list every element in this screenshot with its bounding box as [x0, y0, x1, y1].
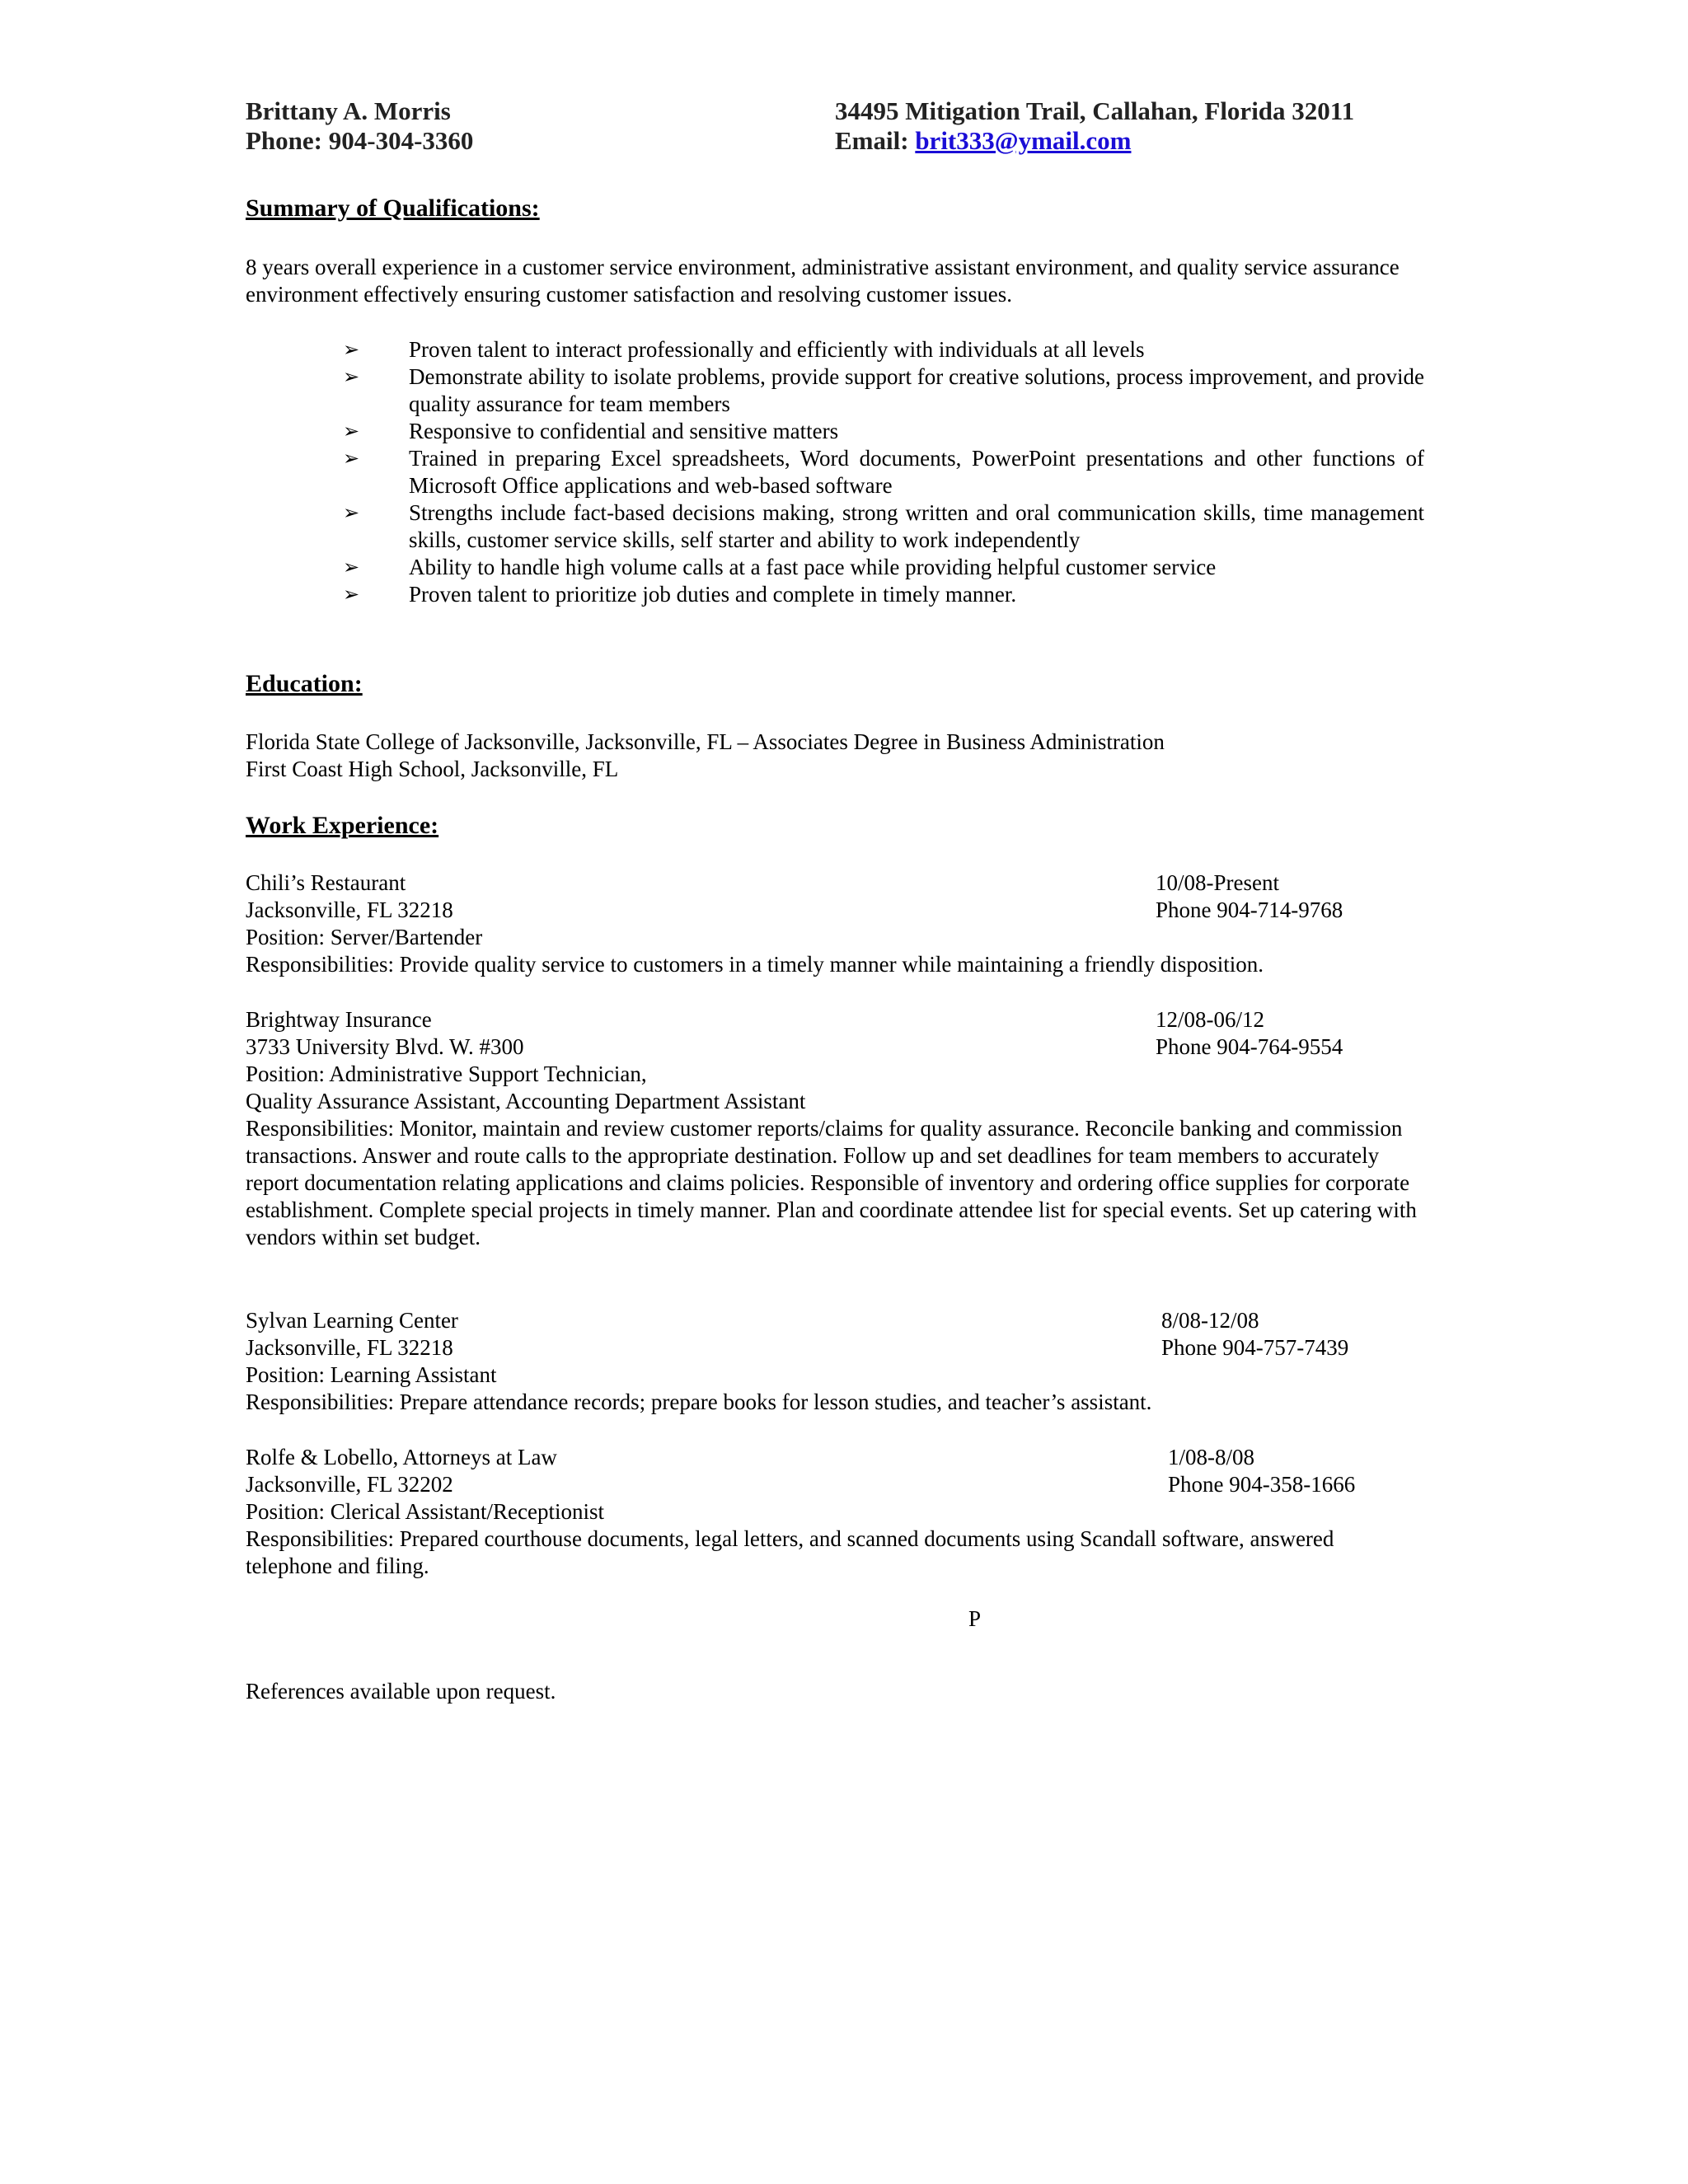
job-location: Jacksonville, FL 32202 — [246, 1472, 453, 1497]
email-label: Email: — [835, 126, 916, 155]
education-line: First Coast High School, Jacksonville, FL — [246, 757, 619, 781]
arrow-bullet-icon: ➢ — [343, 555, 360, 579]
email-line — [835, 126, 1354, 156]
job-employer: Brightway Insurance — [246, 1007, 432, 1032]
stray-character: P — [968, 1606, 982, 1631]
arrow-bullet-icon: ➢ — [343, 365, 360, 388]
summary-intro: 8 years overall experience in a customer service environment, administrative assistant environment, and quality service assurance environment effectively ensuring customer satisfaction and resolving customer issues. — [246, 255, 1400, 307]
arrow-bullet-icon: ➢ — [343, 583, 360, 606]
job-phone: Phone 904-764-9554 — [1156, 1034, 1343, 1059]
qualifications-list — [343, 336, 1424, 608]
list-item: ➢ Proven talent to interact professionally and efficiently with individuals at all levels — [343, 337, 1145, 362]
summary-heading: Summary of Qualifications: — [246, 194, 540, 222]
education-heading: Education: — [246, 670, 363, 697]
job-position: Position: Administrative Support Technician, — [246, 1062, 647, 1086]
applicant-name: Brittany A. Morris — [246, 96, 451, 125]
list-item: ➢ Responsive to confidential and sensitive matters — [343, 419, 839, 443]
job-entry-sylvan — [246, 1307, 1432, 1416]
job-responsibilities: Responsibilities: Prepared courthouse documents, legal letters, and scanned documents using Scandall software, answered telephone and filing. — [246, 1526, 1334, 1578]
education-block — [246, 729, 1424, 783]
job-dates: 10/08-Present — [1156, 870, 1279, 895]
list-item: ➢ Strengths include fact-based decisions making, strong written and oral communication skills, time management skills, customer service skills, self starter and ability to work independently — [343, 500, 1424, 552]
applicant-phone: Phone: 904-304-3360 — [246, 126, 474, 155]
job-position-continued: Quality Assurance Assistant, Accounting Department Assistant — [246, 1089, 806, 1113]
contact-right — [835, 96, 1354, 156]
list-item: ➢ Trained in preparing Excel spreadsheets, Word documents, PowerPoint presentations and other functions of Microsoft Office applications and web-based software — [343, 446, 1424, 498]
job-position: Position: Learning Assistant — [246, 1362, 497, 1387]
arrow-bullet-icon: ➢ — [343, 447, 360, 470]
email-link[interactable]: brit333@ymail.com — [915, 126, 1132, 155]
job-location: Jacksonville, FL 32218 — [246, 898, 453, 922]
arrow-bullet-icon: ➢ — [343, 501, 360, 524]
references-note: References available upon request. — [246, 1679, 556, 1704]
list-item: ➢ Proven talent to prioritize job duties and complete in timely manner. — [343, 582, 1017, 607]
work-heading: Work Experience: — [246, 812, 439, 839]
list-item: ➢ Ability to handle high volume calls at a fast pace while providing helpful customer service — [343, 555, 1217, 579]
job-dates: 1/08-8/08 — [1168, 1445, 1254, 1469]
arrow-bullet-icon: ➢ — [343, 419, 360, 443]
job-phone: Phone 904-757-7439 — [1161, 1335, 1349, 1360]
job-responsibilities: Responsibilities: Monitor, maintain and review customer reports/claims for quality assurance. Reconcile banking and commission transactions. Answer and route calls to the appropriate destination. Follow up and set deadlines for team members to accurately report documentation relating applications and claims policies. Responsible of inventory and ordering office supplies for corporate establishment. Complete special projects in timely manner. Plan and coordinate attendee list for special events. Set up catering with vendors within set budget. — [246, 1116, 1417, 1249]
job-dates: 12/08-06/12 — [1156, 1007, 1264, 1032]
job-responsibilities: Responsibilities: Prepare attendance records; prepare books for lesson studies, and teacher’s assistant. — [246, 1390, 1152, 1414]
job-responsibilities: Responsibilities: Provide quality service to customers in a timely manner while maintaining a friendly disposition. — [246, 952, 1264, 977]
job-employer: Rolfe & Lobello, Attorneys at Law — [246, 1445, 557, 1469]
education-line: Florida State College of Jacksonville, Jacksonville, FL – Associates Degree in Business Administration — [246, 729, 1165, 754]
job-employer: Chili’s Restaurant — [246, 870, 406, 895]
contact-left — [246, 96, 473, 156]
list-item: ➢ Demonstrate ability to isolate problems, provide support for creative solutions, process improvement, and provide quality assurance for team members — [343, 364, 1424, 416]
job-entry-rolfe-lobello — [246, 1444, 1416, 1580]
job-phone: Phone 904-714-9768 — [1156, 898, 1343, 922]
applicant-address: 34495 Mitigation Trail, Callahan, Florida 32011 — [835, 96, 1355, 125]
arrow-bullet-icon: ➢ — [343, 338, 360, 361]
job-location: 3733 University Blvd. W. #300 — [246, 1034, 524, 1059]
job-phone: Phone 904-358-1666 — [1168, 1472, 1356, 1497]
job-location: Jacksonville, FL 32218 — [246, 1335, 453, 1360]
job-dates: 8/08-12/08 — [1161, 1308, 1259, 1333]
job-position: Position: Clerical Assistant/Receptionist — [246, 1499, 604, 1524]
job-employer: Sylvan Learning Center — [246, 1308, 458, 1333]
job-entry-brightway — [246, 1006, 1426, 1251]
job-entry-chilis — [246, 869, 1432, 978]
job-position: Position: Server/Bartender — [246, 925, 483, 949]
